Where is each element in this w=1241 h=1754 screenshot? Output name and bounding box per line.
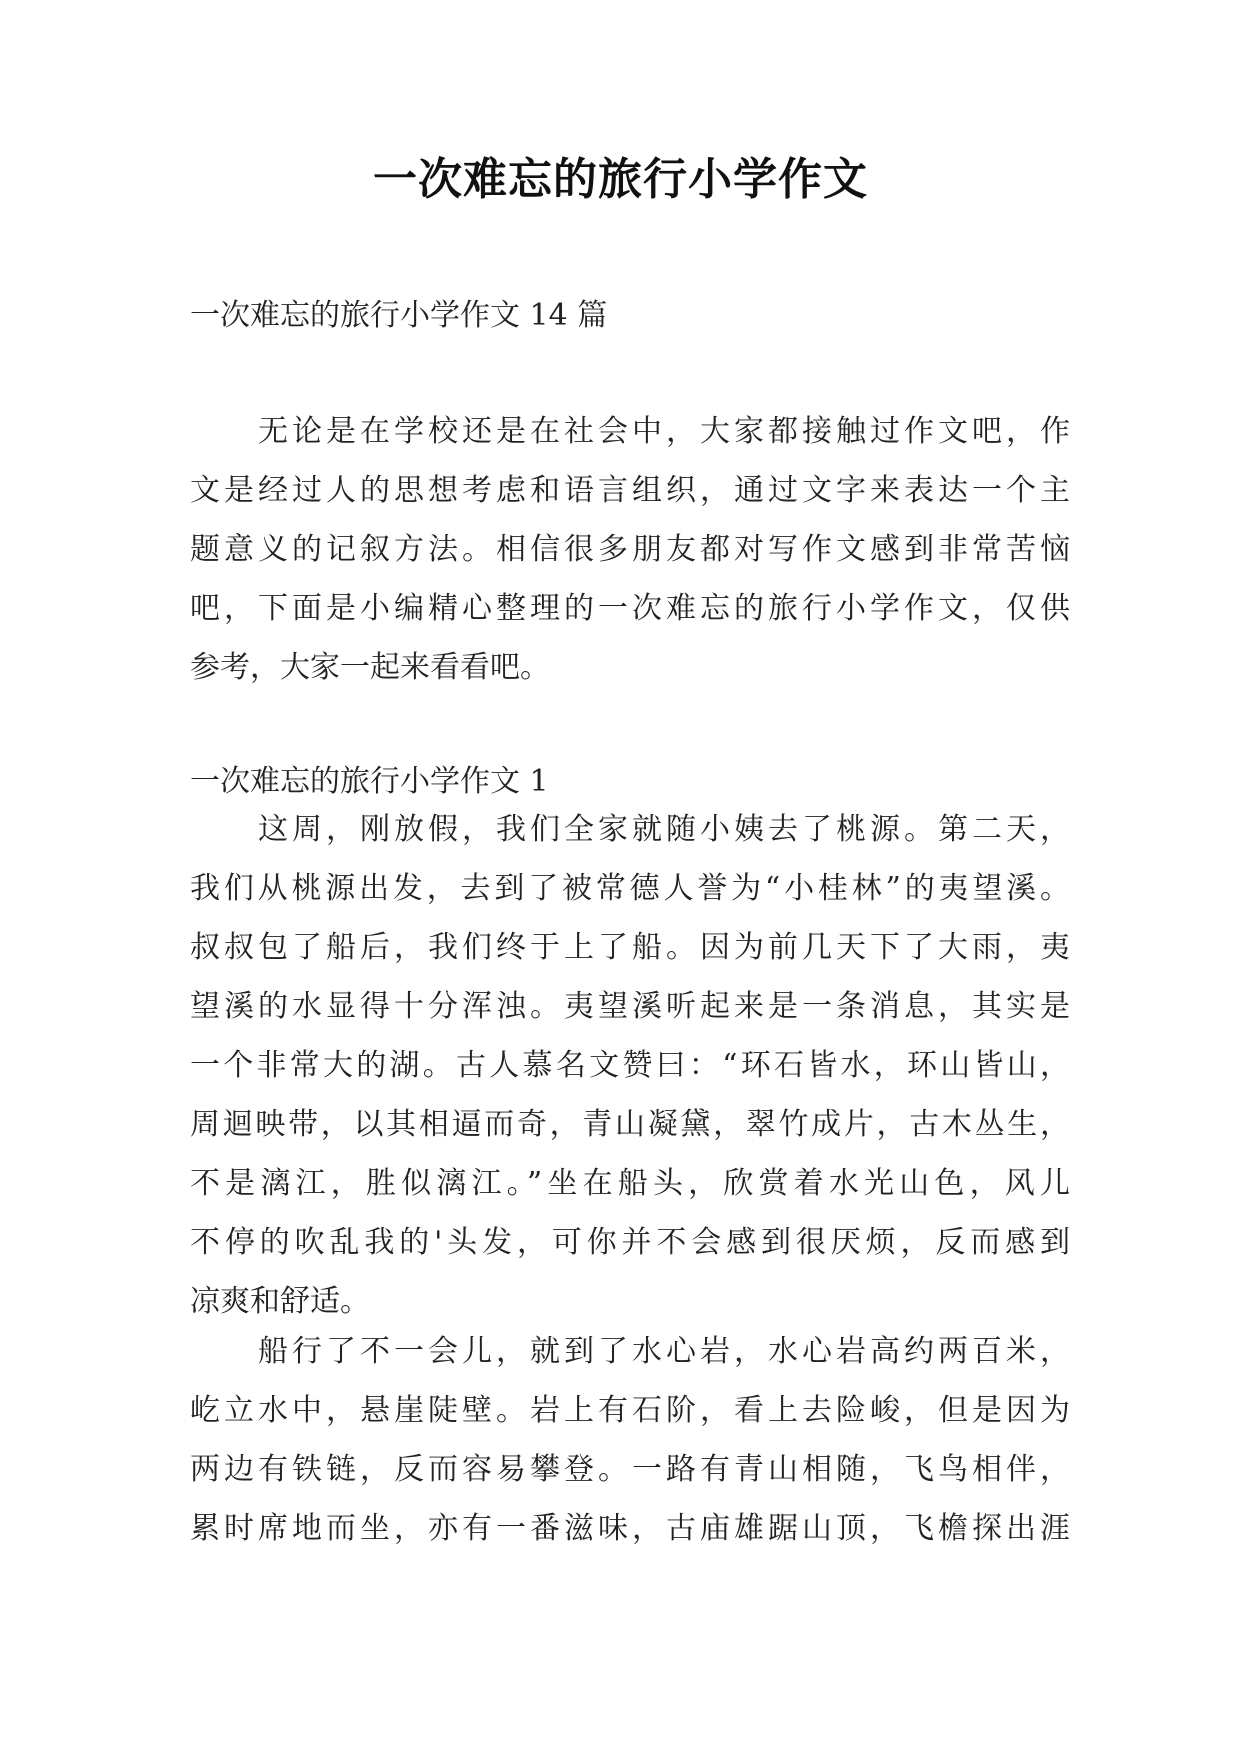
paragraph-line: 周迴映带，以其相逼而奇，青山凝黛，翠竹成片，古木丛生， xyxy=(190,1107,1070,1142)
intro-line: 文是经过人的思想考虑和语言组织，通过文字来表达一个主 xyxy=(190,473,1070,508)
paragraph-line: 这周，刚放假，我们全家就随小姨去了桃源。第二天， xyxy=(258,812,1070,847)
paragraph-line: 船行了不一会儿，就到了水心岩，水心岩高约两百米， xyxy=(258,1334,1070,1369)
document-subtitle: 一次难忘的旅行小学作文 14 篇 xyxy=(190,298,608,333)
intro-line: 参考，大家一起来看看吧。 xyxy=(190,650,550,685)
paragraph-line: 不停的吹乱我的'头发，可你并不会感到很厌烦，反而感到 xyxy=(190,1225,1070,1260)
paragraph-line: 累时席地而坐，亦有一番滋味，古庙雄踞山顶，飞檐探出涯 xyxy=(190,1511,1070,1546)
paragraph-line: 两边有铁链，反而容易攀登。一路有青山相随，飞鸟相伴， xyxy=(190,1452,1070,1487)
intro-line: 题意义的记叙方法。相信很多朋友都对写作文感到非常苦恼 xyxy=(190,532,1070,567)
section-heading: 一次难忘的旅行小学作文 1 xyxy=(190,764,549,799)
paragraph-line: 我们从桃源出发，去到了被常德人誉为“小桂林”的夷望溪。 xyxy=(190,871,1070,906)
paragraph-line: 屹立水中，悬崖陡壁。岩上有石阶，看上去险峻，但是因为 xyxy=(190,1393,1070,1428)
essay-paragraph-2 xyxy=(190,1322,1070,1558)
intro-line: 吧，下面是小编精心整理的一次难忘的旅行小学作文，仅供 xyxy=(190,591,1070,626)
intro-line: 无论是在学校还是在社会中，大家都接触过作文吧，作 xyxy=(258,414,1070,449)
paragraph-line: 不是漓江，胜似漓江。”坐在船头，欣赏着水光山色，风儿 xyxy=(190,1166,1070,1201)
essay-paragraph-1 xyxy=(190,800,1070,1331)
intro-paragraph xyxy=(190,402,1070,697)
paragraph-line: 望溪的水显得十分浑浊。夷望溪听起来是一条消息，其实是 xyxy=(190,989,1070,1024)
paragraph-line: 叔叔包了船后，我们终于上了船。因为前几天下了大雨，夷 xyxy=(190,930,1070,965)
document-title: 一次难忘的旅行小学作文 xyxy=(373,154,868,205)
paragraph-line: 一个非常大的湖。古人慕名文赞曰：“环石皆水，环山皆山， xyxy=(190,1048,1070,1083)
paragraph-line: 凉爽和舒适。 xyxy=(190,1284,370,1319)
